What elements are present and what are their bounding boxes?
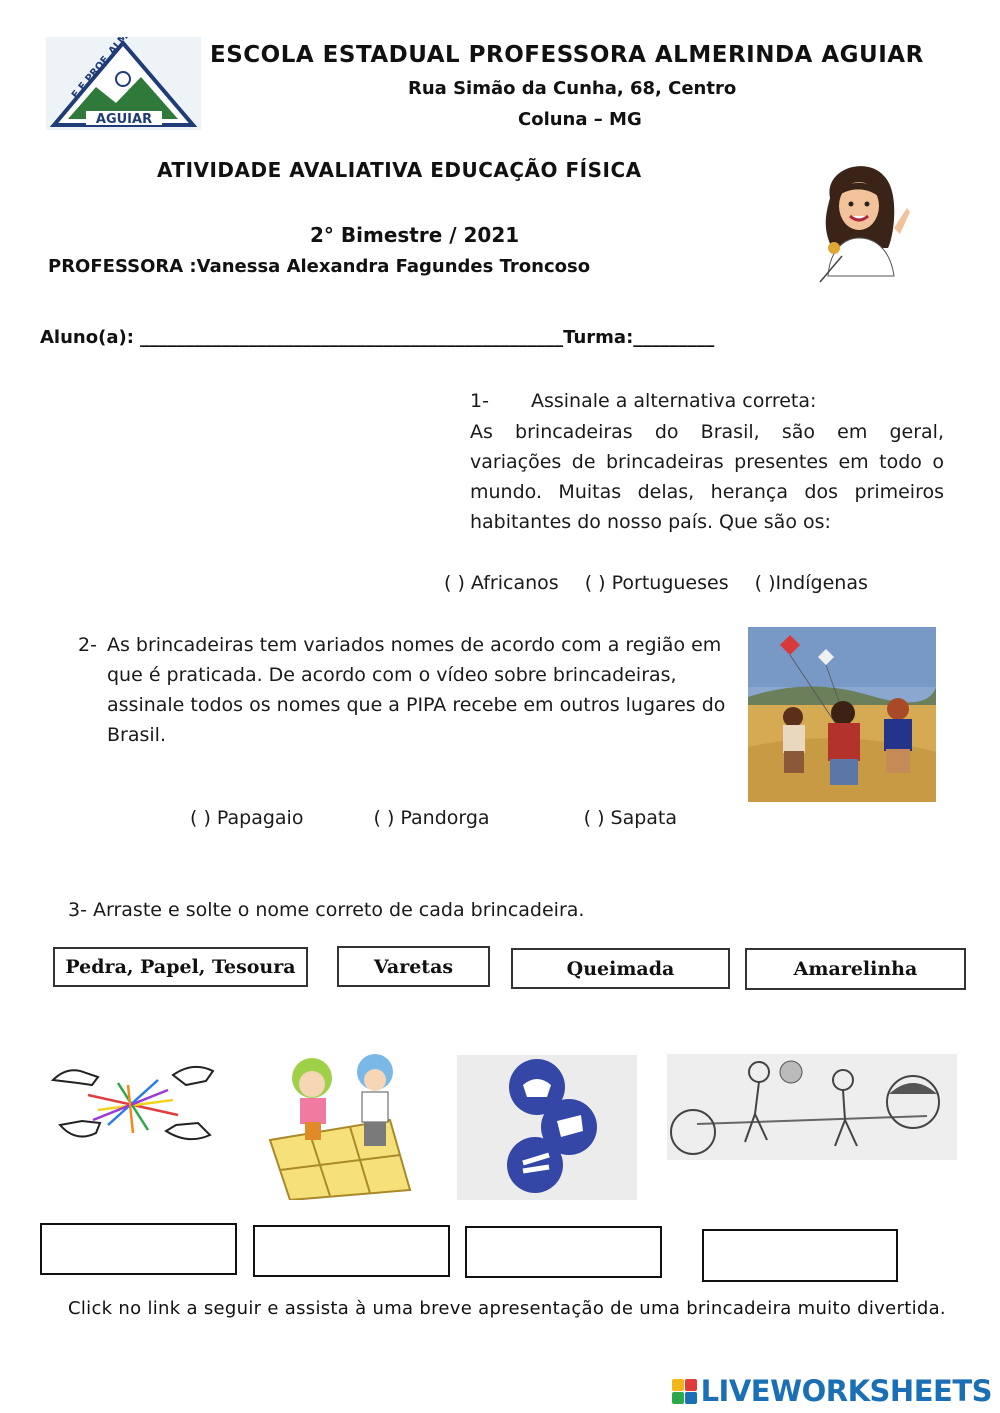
- question2-options: [190, 803, 677, 833]
- teacher-avatar: [812, 158, 912, 283]
- bimester: 2° Bimestre / 2021: [310, 223, 520, 247]
- option-pandorga[interactable]: ( ) Pandorga: [373, 807, 490, 829]
- school-address: Rua Simão da Cunha, 68, Centro: [408, 78, 737, 99]
- student-name-field[interactable]: _______________________________________________: [140, 327, 564, 348]
- question2-body: As brincadeiras tem variados nomes de acordo com a região em que é praticada. De acordo com o vídeo sobre brincadeiras, assinale todos os nomes que a PIPA recebe em outros lugares do Brasil.: [107, 634, 726, 746]
- liveworksheets-brand: [672, 1374, 992, 1408]
- drop-box-3[interactable]: [465, 1226, 662, 1278]
- question1-body: As brincadeiras do Brasil, são em geral, variações de brincadeiras presentes em todo o mundo. Muitas delas, herança dos primeiros habitantes do nosso país. Que são os:: [470, 421, 944, 533]
- option-sapata[interactable]: ( ) Sapata: [583, 807, 678, 829]
- question1-number: 1-: [470, 390, 489, 412]
- liveworksheets-logo-icon: [672, 1379, 697, 1404]
- word-varetas[interactable]: Varetas: [337, 946, 490, 987]
- option-portugueses[interactable]: ( ) Portugueses: [584, 572, 729, 594]
- school-logo: [46, 37, 201, 130]
- word-pedra-papel-tesoura[interactable]: Pedra, Papel, Tesoura: [53, 947, 308, 987]
- rock-paper-scissors-image: [457, 1055, 637, 1200]
- drop-box-4[interactable]: [702, 1229, 898, 1282]
- question2-number: 2-: [78, 634, 97, 656]
- student-line: [40, 327, 714, 348]
- logo-bottom-text: AGUIAR: [95, 112, 153, 127]
- dodgeball-image: [667, 1054, 957, 1160]
- word-amarelinha[interactable]: Amarelinha: [745, 948, 966, 990]
- hopscotch-image: [250, 1050, 415, 1200]
- class-label: Turma:: [563, 327, 634, 348]
- school-city: Coluna – MG: [518, 109, 642, 130]
- question1-options: [444, 568, 868, 598]
- question3-text: 3- Arraste e solte o nome correto de cada brincadeira.: [68, 899, 585, 921]
- teacher-name: PROFESSORA :Vanessa Alexandra Fagundes Troncoso: [48, 256, 591, 277]
- word-queimada[interactable]: Queimada: [511, 948, 730, 989]
- liveworksheets-name: LIVEWORKSHEETS: [700, 1374, 992, 1408]
- kite-children-image: [748, 627, 936, 802]
- student-name-label: Aluno(a):: [40, 327, 141, 348]
- class-field[interactable]: _________: [633, 327, 715, 348]
- pick-up-sticks-image: [48, 1055, 218, 1145]
- question1-header: [470, 386, 816, 416]
- activity-title: ATIVIDADE AVALIATIVA EDUCAÇÃO FÍSICA: [157, 158, 642, 182]
- drop-box-2[interactable]: [253, 1225, 450, 1277]
- school-name: ESCOLA ESTADUAL PROFESSORA ALMERINDA AGUIAR: [210, 42, 924, 68]
- option-africanos[interactable]: ( ) Africanos: [444, 572, 559, 594]
- drop-box-1[interactable]: [40, 1223, 237, 1275]
- footer-instruction: Click no link a seguir e assista à uma breve apresentação de uma brincadeira muito divertida.: [68, 1298, 946, 1319]
- option-indigenas[interactable]: ( )Indígenas: [754, 572, 868, 594]
- option-papagaio[interactable]: ( ) Papagaio: [190, 807, 304, 829]
- question1-prompt: Assinale a alternativa correta:: [530, 390, 817, 412]
